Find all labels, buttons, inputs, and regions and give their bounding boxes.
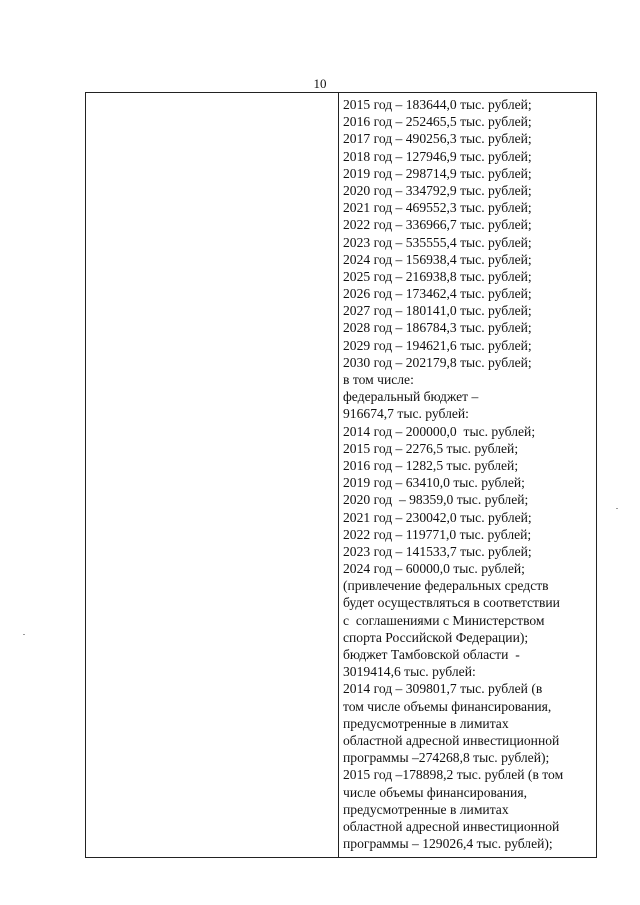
- funding-line: федеральный бюджет –: [343, 389, 479, 405]
- funding-line: программы –274268,8 тыс. рублей);: [343, 750, 550, 766]
- funding-line: 2026 год – 173462,4 тыс. рублей;: [343, 286, 532, 302]
- funding-line: бюджет Тамбовской области -: [343, 647, 520, 662]
- funding-line: 2015 год – 2276,5 тыс. рублей;: [343, 440, 519, 456]
- funding-line: 2019 год – 63410,0 тыс. рублей;: [343, 475, 525, 491]
- funding-line: 2025 год – 216938,8 тыс. рублей;: [343, 268, 532, 284]
- funding-line: 2021 год – 469552,3 тыс. рублей;: [343, 200, 532, 216]
- funding-line: 2020 год – 334792,9 тыс. рублей;: [343, 182, 532, 198]
- funding-line: предусмотренные в лимитах: [343, 715, 509, 731]
- scan-artifact: [23, 634, 25, 635]
- funding-line: 2019 год – 298714,9 тыс. рублей;: [343, 165, 532, 181]
- funding-line: 2029 год – 194621,6 тыс. рублей;: [343, 337, 532, 353]
- funding-line: 2023 год – 141533,7 тыс. рублей;: [343, 543, 532, 559]
- funding-line: программы – 129026,4 тыс. рублей);: [343, 836, 553, 852]
- funding-line: 2016 год – 1282,5 тыс. рублей;: [343, 457, 519, 473]
- funding-line: 2022 год – 336966,7 тыс. рублей;: [343, 217, 532, 233]
- table-left-column: [86, 93, 339, 857]
- table-right-column: [339, 93, 596, 852]
- funding-line: 2023 год – 535555,4 тыс. рублей;: [343, 234, 532, 250]
- funding-line: спорта Российской Федерации);: [343, 629, 529, 645]
- funding-line: 2028 год – 186784,3 тыс. рублей;: [343, 320, 532, 336]
- funding-line: 2015 год –178898,2 тыс. рублей (в том: [343, 767, 564, 783]
- funding-line: 916674,7 тыс. рублей:: [343, 406, 469, 422]
- funding-line: предусмотренные в лимитах: [343, 801, 509, 817]
- funding-line: 2024 год – 60000,0 тыс. рублей;: [343, 561, 525, 577]
- funding-line: (привлечение федеральных средств: [343, 578, 549, 594]
- funding-line: будет осуществляться в соответствии: [343, 595, 560, 611]
- scan-artifact: [616, 508, 618, 509]
- funding-line: 2022 год – 119771,0 тыс. рублей;: [343, 526, 532, 542]
- funding-line: том числе объемы финансирования,: [343, 698, 552, 714]
- funding-line: областной адресной инвестиционной: [343, 732, 560, 748]
- funding-line: 2021 год – 230042,0 тыс. рублей;: [343, 509, 532, 525]
- funding-line: 2018 год – 127946,9 тыс. рублей;: [343, 148, 532, 164]
- funding-line: 2024 год – 156938,4 тыс. рублей;: [343, 251, 532, 267]
- funding-line: областной адресной инвестиционной: [343, 818, 560, 834]
- funding-line: 2016 год – 252465,5 тыс. рублей;: [343, 114, 532, 130]
- funding-line: 3019414,6 тыс. рублей:: [343, 664, 476, 680]
- funding-line: с соглашениями с Министерством: [343, 612, 545, 628]
- funding-line: 2027 год – 180141,0 тыс. рублей;: [343, 303, 532, 319]
- funding-line: 2015 год – 183644,0 тыс. рублей;: [343, 97, 532, 112]
- funding-line: в том числе:: [343, 372, 414, 387]
- funding-line: числе объемы финансирования,: [343, 784, 527, 800]
- funding-line: 2020 год – 98359,0 тыс. рублей;: [343, 492, 529, 508]
- page-number: 10: [313, 76, 327, 91]
- funding-line: 2014 год – 200000,0 тыс. рублей;: [343, 423, 536, 439]
- funding-line: 2030 год – 202179,8 тыс. рублей;: [343, 354, 532, 370]
- funding-line: 2017 год – 490256,3 тыс. рублей;: [343, 131, 532, 147]
- funding-line: 2014 год – 309801,7 тыс. рублей (в: [343, 681, 543, 697]
- funding-table: [85, 92, 597, 858]
